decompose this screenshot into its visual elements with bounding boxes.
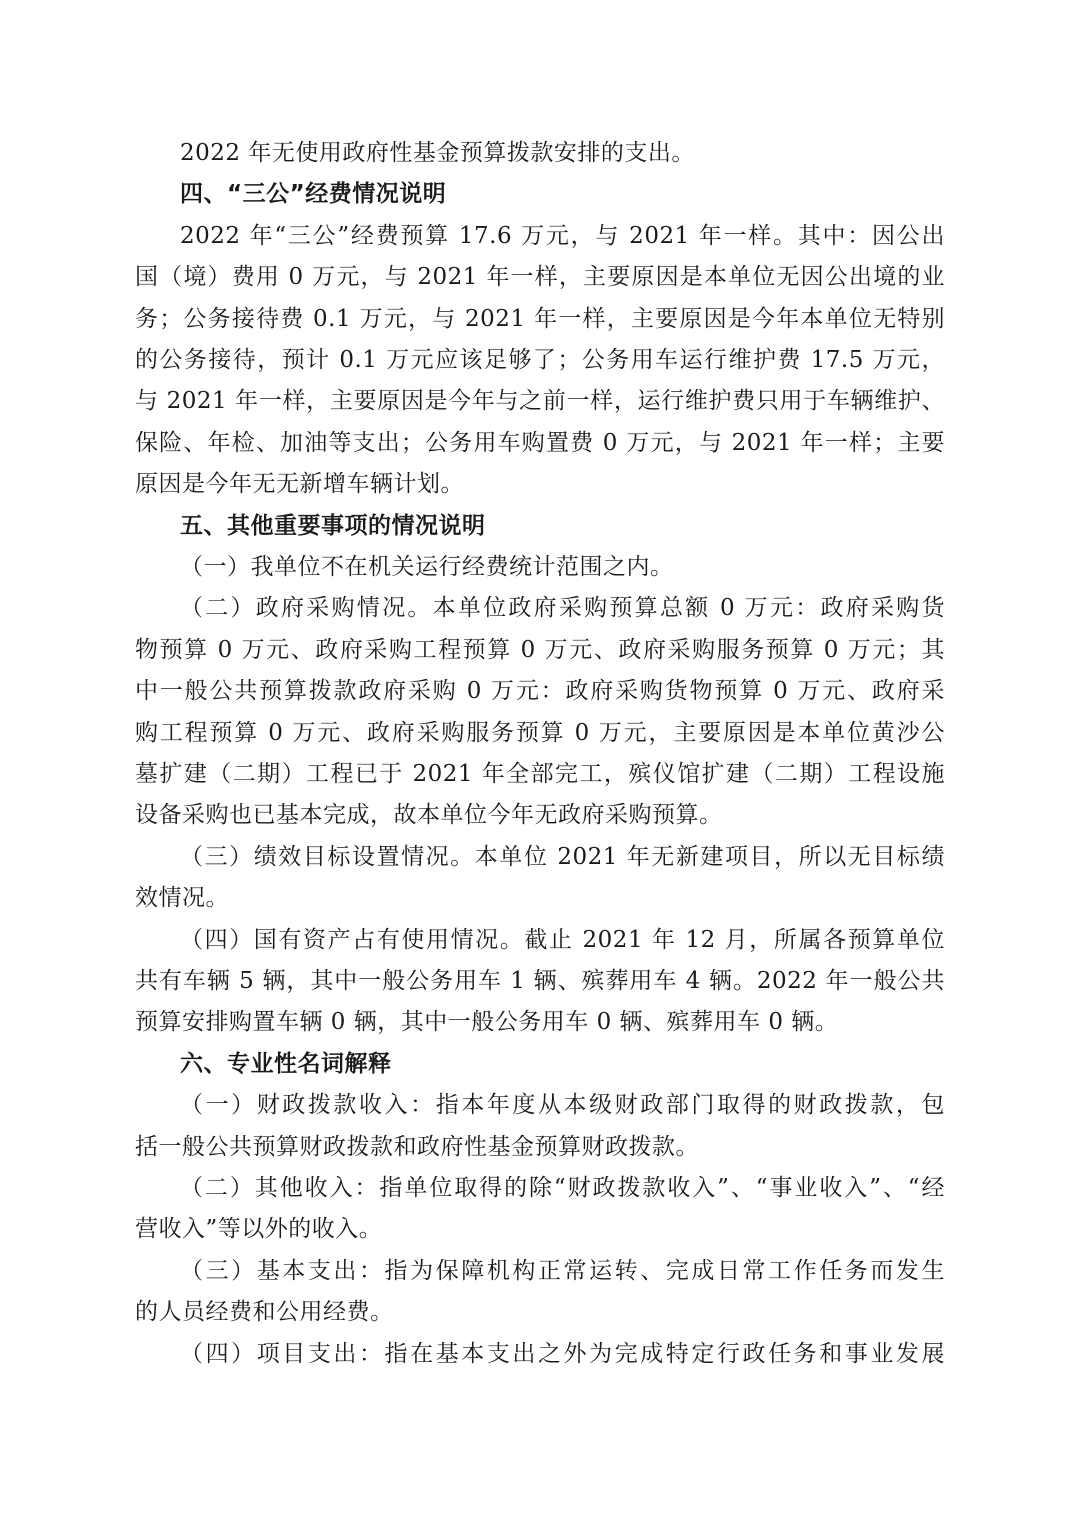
text-line: 共有车辆 5 辆，其中一般公务用车 1 辆、殡葬用车 4 辆。2022 年一般公共 [135,968,945,994]
text-line: （一）财政拨款收入：指本年度从本级财政部门取得的财政拨款，包 [180,1092,945,1119]
text-line: 墓扩建（二期）工程已于 2021 年全部完工，殡仪馆扩建（二期）工程设施 [135,761,945,787]
text-line: 预算安排购置车辆 0 辆，其中一般公务用车 0 辆、殡葬用车 0 辆。 [135,1009,839,1036]
text-line: 中一般公共预算拨款政府采购 0 万元：政府采购货物预算 0 万元、政府采 [135,678,945,705]
section-heading: 五、其他重要事项的情况说明 [180,512,486,539]
text-line: （二）其他收入：指单位取得的除“财政拨款收入”、“事业收入”、“经 [180,1175,945,1201]
section-heading: 四、“三公”经费情况说明 [180,181,447,208]
text-line: （一）我单位不在机关运行经费统计范围之内。 [180,554,674,580]
text-line: 保险、年检、加油等支出；公务用车购置费 0 万元，与 2021 年一样；主要 [135,429,945,456]
text-line: 物预算 0 万元、政府采购工程预算 0 万元、政府采购服务预算 0 万元；其 [135,636,945,663]
text-line: 2022 年“三公”经费预算 17.6 万元，与 2021 年一样。其中：因公出 [180,222,945,249]
text-line: （三）绩效目标设置情况。本单位 2021 年无新建项目，所以无目标绩 [180,843,945,870]
text-line: 营收入”等以外的收入。 [135,1216,383,1243]
text-line: 的公务接待，预计 0.1 万元应该足够了；公务用车运行维护费 17.5 万元， [135,347,945,373]
text-line: 与 2021 年一样，主要原因是今年与之前一样，运行维护费只用于车辆维护、 [135,388,945,415]
section-heading: 六、专业性名词解释 [180,1050,392,1077]
text-line: 国（境）费用 0 万元，与 2021 年一样，主要原因是本单位无因公出境的业 [135,264,945,291]
text-line: 设备采购也已基本完成，故本单位今年无政府采购预算。 [135,802,723,829]
text-line: （四）国有资产占有使用情况。截止 2021 年 12 月，所属各预算单位 [180,926,945,953]
text-line: 原因是今年无无新增车辆计划。 [135,471,464,498]
text-line: （四）项目支出：指在基本支出之外为完成特定行政任务和事业发展 [180,1340,945,1367]
text-line: 效情况。 [135,885,229,912]
text-line: 务；公务接待费 0.1 万元，与 2021 年一样，主要原因是今年本单位无特别 [135,305,945,332]
text-line: （二）政府采购情况。本单位政府采购预算总额 0 万元：政府采购货 [180,595,945,622]
text-line: （三）基本支出：指为保障机构正常运转、完成日常工作任务而发生 [180,1257,945,1284]
text-line: 的人员经费和公用经费。 [135,1299,394,1326]
text-line: 购工程预算 0 万元、政府采购服务预算 0 万元，主要原因是本单位黄沙公 [135,719,945,746]
text-line: 括一般公共预算财政拨款和政府性基金预算财政拨款。 [135,1133,699,1160]
text-line: 2022 年无使用政府性基金预算拨款安排的支出。 [180,140,695,166]
